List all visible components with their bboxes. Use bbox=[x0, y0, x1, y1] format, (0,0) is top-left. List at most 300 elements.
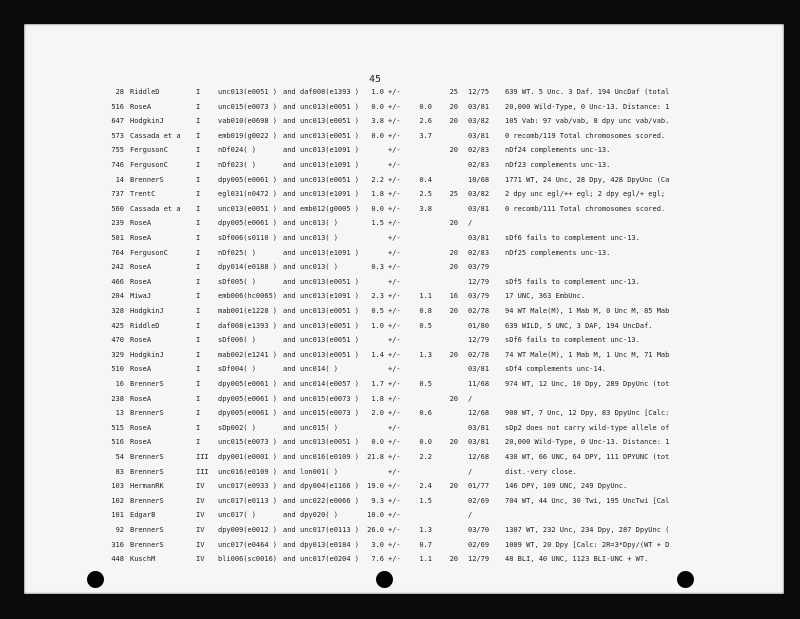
cell-n: 20 bbox=[449, 249, 458, 257]
cell-and: and bbox=[283, 497, 296, 505]
cell-err: 1.1 bbox=[419, 555, 432, 563]
table-row bbox=[0, 231, 800, 245]
cell-gene2: daf008(e1393 ) bbox=[300, 88, 360, 96]
cell-num: 28 bbox=[115, 88, 124, 96]
cell-err: 1.1 bbox=[419, 292, 432, 300]
cell-name: BrennerS bbox=[130, 468, 164, 476]
cell-val: 1.0 bbox=[371, 322, 384, 330]
cell-chr: I bbox=[196, 409, 201, 417]
cell-gene2: unc022(e0066 ) bbox=[300, 497, 360, 505]
cell-num: 573 bbox=[111, 132, 124, 140]
cell-val: 1.8 bbox=[371, 190, 384, 198]
cell-gene2: unc013(e0051 ) bbox=[300, 176, 360, 184]
cell-chr: I bbox=[196, 365, 201, 373]
cell-gene1: daf008(e1393 ) bbox=[218, 322, 278, 330]
cell-and: and bbox=[283, 161, 296, 169]
cell-and: and bbox=[283, 511, 296, 519]
cell-name: FergusonC bbox=[130, 249, 168, 257]
cell-date: 12/68 bbox=[468, 409, 490, 417]
cell-chr: I bbox=[196, 307, 201, 315]
cell-chr: I bbox=[196, 88, 201, 96]
cell-chr: I bbox=[196, 132, 201, 140]
cell-gene2: unc013(e1091 ) bbox=[300, 190, 360, 198]
cell-gene1: emb006(hc0065) bbox=[218, 292, 278, 300]
cell-chr: I bbox=[196, 103, 201, 111]
cell-gene1: nDf025( ) bbox=[218, 249, 256, 257]
cell-and: and bbox=[283, 424, 296, 432]
cell-note: 0 recomb/111 Total chromosomes scored. bbox=[505, 205, 666, 213]
table-row bbox=[0, 552, 800, 566]
cell-note: sDf5 fails to complement unc-13. bbox=[505, 278, 640, 286]
cell-note: 704 WT, 44 Unc, 30 Twi, 195 UncTwi [Cal bbox=[505, 497, 670, 505]
cell-num: 239 bbox=[111, 219, 124, 227]
cell-pm: +/- bbox=[388, 380, 401, 388]
cell-name: RoseA bbox=[130, 103, 152, 111]
cell-note: 94 WT Male(M), 1 Mab M, 0 Unc M, 85 Mab bbox=[505, 307, 670, 315]
cell-chr: I bbox=[196, 205, 201, 213]
cell-date: 03/81 bbox=[468, 438, 490, 446]
cell-val: 26.0 bbox=[367, 526, 384, 534]
cell-date: 12/75 bbox=[468, 88, 490, 96]
cell-and: and bbox=[283, 351, 296, 359]
cell-gene2: unc013( ) bbox=[300, 263, 338, 271]
cell-date: / bbox=[468, 468, 473, 476]
table-row bbox=[0, 304, 800, 318]
cell-chr: I bbox=[196, 380, 201, 388]
cell-pm: +/- bbox=[388, 497, 401, 505]
cell-pm: +/- bbox=[388, 511, 401, 519]
cell-n: 20 bbox=[449, 117, 458, 125]
cell-val: 0.0 bbox=[371, 132, 384, 140]
cell-gene1: unc015(e0073 ) bbox=[218, 103, 278, 111]
cell-val: 0.0 bbox=[371, 205, 384, 213]
cell-chr: IV bbox=[196, 541, 205, 549]
cell-gene2: unc013(e0051 ) bbox=[300, 278, 360, 286]
cell-num: 647 bbox=[111, 117, 124, 125]
table-row bbox=[0, 392, 800, 406]
cell-note: nDf23 complements unc-13. bbox=[505, 161, 611, 169]
table-row bbox=[0, 523, 800, 537]
cell-val: 1.4 bbox=[371, 351, 384, 359]
table-row bbox=[0, 202, 800, 216]
cell-pm: +/- bbox=[388, 336, 401, 344]
cell-name: RoseA bbox=[130, 278, 152, 286]
cell-and: and bbox=[283, 132, 296, 140]
cell-date: 03/82 bbox=[468, 190, 490, 198]
cell-pm: +/- bbox=[388, 88, 401, 96]
cell-note: 74 WT Male(M), 1 Mab M, 1 Unc M, 71 Mab bbox=[505, 351, 670, 359]
cell-n: 20 bbox=[449, 219, 458, 227]
table-row bbox=[0, 187, 800, 201]
cell-n: 20 bbox=[449, 351, 458, 359]
table-row bbox=[0, 348, 800, 362]
cell-val: 0.3 bbox=[371, 263, 384, 271]
cell-gene1: nDf024( ) bbox=[218, 146, 256, 154]
cell-num: 102 bbox=[111, 497, 124, 505]
cell-gene1: sDp002( ) bbox=[218, 424, 256, 432]
cell-err: 0.6 bbox=[419, 409, 432, 417]
cell-chr: I bbox=[196, 424, 201, 432]
table-row bbox=[0, 508, 800, 522]
cell-val: 0.0 bbox=[371, 103, 384, 111]
cell-date: 03/81 bbox=[468, 103, 490, 111]
cell-n: 20 bbox=[449, 103, 458, 111]
table-row bbox=[0, 143, 800, 157]
cell-chr: I bbox=[196, 322, 201, 330]
cell-and: and bbox=[283, 292, 296, 300]
cell-val: 0.0 bbox=[371, 438, 384, 446]
cell-pm: +/- bbox=[388, 176, 401, 184]
cell-note: 105 Vab: 97 vab/vab, 8 dpy unc vab/vab. bbox=[505, 117, 670, 125]
cell-gene2: unc016(e0109 ) bbox=[300, 453, 360, 461]
cell-date: 02/83 bbox=[468, 249, 490, 257]
cell-num: 764 bbox=[111, 249, 124, 257]
cell-and: and bbox=[283, 263, 296, 271]
cell-name: RoseA bbox=[130, 263, 152, 271]
cell-chr: I bbox=[196, 336, 201, 344]
cell-and: and bbox=[283, 365, 296, 373]
cell-gene2: dpy020( ) bbox=[300, 511, 338, 519]
cell-gene2: dpy013(e0184 ) bbox=[300, 541, 360, 549]
cell-gene1: dpy005(e0061 ) bbox=[218, 395, 278, 403]
cell-gene1: sDf004( ) bbox=[218, 365, 256, 373]
table-row bbox=[0, 319, 800, 333]
cell-num: 510 bbox=[111, 365, 124, 373]
binder-hole-left bbox=[87, 571, 104, 588]
cell-num: 560 bbox=[111, 205, 124, 213]
cell-err: 2.5 bbox=[419, 190, 432, 198]
cell-pm: +/- bbox=[388, 424, 401, 432]
binder-hole-right bbox=[677, 571, 694, 588]
cell-gene1: egl031(n0472 ) bbox=[218, 190, 278, 198]
cell-note: 2 dpy unc egl/++ egl; 2 dpy egl/+ egl; bbox=[505, 190, 666, 198]
cell-num: 14 bbox=[115, 176, 124, 184]
cell-and: and bbox=[283, 409, 296, 417]
cell-val: 7.6 bbox=[371, 555, 384, 563]
cell-gene1: dpy009(e0012 ) bbox=[218, 526, 278, 534]
cell-name: HodgkinJ bbox=[130, 117, 164, 125]
cell-note: 48 BLI, 40 UNC, 1123 BLI-UNC + WT. bbox=[505, 555, 649, 563]
table-row bbox=[0, 435, 800, 449]
cell-gene2: lon001( ) bbox=[300, 468, 338, 476]
cell-pm: +/- bbox=[388, 292, 401, 300]
cell-and: and bbox=[283, 88, 296, 96]
cell-name: HodgkinJ bbox=[130, 307, 164, 315]
cell-n: 20 bbox=[449, 307, 458, 315]
cell-gene1: vab010(e0698 ) bbox=[218, 117, 278, 125]
cell-gene1: sDf006( ) bbox=[218, 336, 256, 344]
cell-name: RiddleD bbox=[130, 88, 160, 96]
cell-n: 20 bbox=[449, 555, 458, 563]
cell-gene2: unc014(e0057 ) bbox=[300, 380, 360, 388]
cell-num: 83 bbox=[115, 468, 124, 476]
cell-name: BrennerS bbox=[130, 497, 164, 505]
cell-val: 1.5 bbox=[371, 219, 384, 227]
cell-chr: I bbox=[196, 190, 201, 198]
cell-date: 02/83 bbox=[468, 146, 490, 154]
cell-note: nDf24 complements unc-13. bbox=[505, 146, 611, 154]
cell-num: 516 bbox=[111, 103, 124, 111]
cell-and: and bbox=[283, 438, 296, 446]
cell-note: 17 UNC, 363 EmbUnc. bbox=[505, 292, 586, 300]
table-row bbox=[0, 479, 800, 493]
cell-gene2: unc013( ) bbox=[300, 234, 338, 242]
cell-name: RoseA bbox=[130, 365, 152, 373]
cell-date: 12/79 bbox=[468, 555, 490, 563]
cell-pm: +/- bbox=[388, 365, 401, 373]
cell-gene1: dpy005(e0061 ) bbox=[218, 176, 278, 184]
cell-val: 19.0 bbox=[367, 482, 384, 490]
cell-gene2: unc013(e0051 ) bbox=[300, 103, 360, 111]
cell-note: 20,000 Wild-Type, 0 Unc-13. Distance: 1 bbox=[505, 438, 670, 446]
cell-note: 974 WT, 12 Unc, 10 Dpy, 289 DpyUnc (tot bbox=[505, 380, 670, 388]
cell-name: BrennerS bbox=[130, 176, 164, 184]
cell-and: and bbox=[283, 555, 296, 563]
cell-gene2: unc015( ) bbox=[300, 424, 338, 432]
cell-pm: +/- bbox=[388, 307, 401, 315]
cell-date: 11/68 bbox=[468, 380, 490, 388]
cell-name: BrennerS bbox=[130, 526, 164, 534]
cell-gene1: unc015(e0073 ) bbox=[218, 438, 278, 446]
cell-note: 1307 WT, 232 Unc, 234 Dpy, 287 DpyUnc ( bbox=[505, 526, 670, 534]
cell-name: Cassada et a bbox=[130, 205, 181, 213]
cell-gene2: emb012(g0005 ) bbox=[300, 205, 360, 213]
cell-num: 466 bbox=[111, 278, 124, 286]
cell-and: and bbox=[283, 278, 296, 286]
cell-gene1: unc013(e0051 ) bbox=[218, 88, 278, 96]
cell-gene1: dpy005(e0061 ) bbox=[218, 219, 278, 227]
cell-note: 146 DPY, 109 UNC, 249 DpyUnc. bbox=[505, 482, 628, 490]
cell-chr: I bbox=[196, 249, 201, 257]
cell-num: 501 bbox=[111, 234, 124, 242]
cell-note: sDf6 fails to complement unc-13. bbox=[505, 336, 640, 344]
cell-gene1: mab001(e1228 ) bbox=[218, 307, 278, 315]
cell-gene1: mab002(e1241 ) bbox=[218, 351, 278, 359]
cell-n: 20 bbox=[449, 438, 458, 446]
cell-gene2: unc015(e0073 ) bbox=[300, 409, 360, 417]
cell-note: sDp2 does not carry wild-type allele of bbox=[505, 424, 670, 432]
cell-date: 03/79 bbox=[468, 292, 490, 300]
table-row bbox=[0, 85, 800, 99]
cell-name: HodgkinJ bbox=[130, 351, 164, 359]
cell-and: and bbox=[283, 482, 296, 490]
cell-note: dist.-very close. bbox=[505, 468, 577, 476]
table-row bbox=[0, 129, 800, 143]
cell-val: 2.2 bbox=[371, 176, 384, 184]
cell-date: 03/82 bbox=[468, 117, 490, 125]
cell-num: 470 bbox=[111, 336, 124, 344]
cell-date: 01/77 bbox=[468, 482, 490, 490]
cell-name: RoseA bbox=[130, 395, 152, 403]
cell-pm: +/- bbox=[388, 468, 401, 476]
cell-chr: III bbox=[196, 453, 209, 461]
cell-name: FergusonC bbox=[130, 146, 168, 154]
cell-num: 242 bbox=[111, 263, 124, 271]
cell-val: 9.3 bbox=[371, 497, 384, 505]
table-row bbox=[0, 494, 800, 508]
cell-pm: +/- bbox=[388, 395, 401, 403]
cell-pm: +/- bbox=[388, 205, 401, 213]
cell-date: 03/81 bbox=[468, 365, 490, 373]
cell-val: 3.0 bbox=[371, 541, 384, 549]
cell-note: 1009 WT, 20 Dpy [Calc: 2R=3*Dpy/(WT + D bbox=[505, 541, 670, 549]
cell-chr: I bbox=[196, 292, 201, 300]
cell-pm: +/- bbox=[388, 161, 401, 169]
cell-date: 12/68 bbox=[468, 453, 490, 461]
table-row bbox=[0, 289, 800, 303]
cell-pm: +/- bbox=[388, 278, 401, 286]
cell-name: EdgarB bbox=[130, 511, 156, 519]
cell-date: 03/79 bbox=[468, 263, 490, 271]
cell-pm: +/- bbox=[388, 103, 401, 111]
cell-pm: +/- bbox=[388, 146, 401, 154]
table-row bbox=[0, 275, 800, 289]
cell-and: and bbox=[283, 117, 296, 125]
cell-gene1: unc016(e0109 ) bbox=[218, 468, 278, 476]
cell-date: 03/70 bbox=[468, 526, 490, 534]
cell-gene2: unc013( ) bbox=[300, 219, 338, 227]
cell-num: 329 bbox=[111, 351, 124, 359]
cell-name: TrentC bbox=[130, 190, 156, 198]
cell-date: 12/79 bbox=[468, 336, 490, 344]
table-row bbox=[0, 333, 800, 347]
cell-date: 10/68 bbox=[468, 176, 490, 184]
cell-gene2: unc013(e0051 ) bbox=[300, 322, 360, 330]
table-row bbox=[0, 173, 800, 187]
cell-err: 3.7 bbox=[419, 132, 432, 140]
cell-num: 515 bbox=[111, 424, 124, 432]
cell-gene1: unc017(e0113 ) bbox=[218, 497, 278, 505]
cell-pm: +/- bbox=[388, 263, 401, 271]
cell-date: 02/69 bbox=[468, 497, 490, 505]
cell-chr: III bbox=[196, 468, 209, 476]
cell-err: 0.7 bbox=[419, 541, 432, 549]
cell-name: HermanRK bbox=[130, 482, 164, 490]
table-row bbox=[0, 246, 800, 260]
cell-name: MiwaJ bbox=[130, 292, 152, 300]
cell-and: and bbox=[283, 307, 296, 315]
cell-and: and bbox=[283, 219, 296, 227]
cell-val: 2.3 bbox=[371, 292, 384, 300]
cell-err: 3.8 bbox=[419, 205, 432, 213]
cell-chr: I bbox=[196, 146, 201, 154]
cell-date: / bbox=[468, 219, 473, 227]
cell-err: 0.5 bbox=[419, 322, 432, 330]
cell-name: RoseA bbox=[130, 219, 152, 227]
cell-note: 900 WT, 7 Unc, 12 Dpy, 83 DpyUnc [Calc: bbox=[505, 409, 670, 417]
cell-pm: +/- bbox=[388, 234, 401, 242]
cell-gene2: dpy004(e1166 ) bbox=[300, 482, 360, 490]
cell-err: 2.2 bbox=[419, 453, 432, 461]
cell-err: 0.0 bbox=[419, 438, 432, 446]
cell-val: 3.8 bbox=[371, 117, 384, 125]
cell-and: and bbox=[283, 190, 296, 198]
cell-num: 13 bbox=[115, 409, 124, 417]
cell-date: / bbox=[468, 395, 473, 403]
cell-chr: I bbox=[196, 176, 201, 184]
cell-note: 0 recomb/119 Total chromosomes scored. bbox=[505, 132, 666, 140]
cell-n: 20 bbox=[449, 263, 458, 271]
cell-date: 03/81 bbox=[468, 424, 490, 432]
cell-note: 639 WILD, 5 UNC, 3 DAF, 194 UncDaf. bbox=[505, 322, 653, 330]
cell-name: RoseA bbox=[130, 234, 152, 242]
cell-num: 746 bbox=[111, 161, 124, 169]
table-row bbox=[0, 260, 800, 274]
cell-chr: I bbox=[196, 263, 201, 271]
cell-note: sDf6 fails to complement unc-13. bbox=[505, 234, 640, 242]
cell-chr: IV bbox=[196, 482, 205, 490]
cell-chr: I bbox=[196, 395, 201, 403]
cell-and: and bbox=[283, 453, 296, 461]
cell-note: 1771 WT, 24 Unc, 28 Dpy, 428 DpyUnc (Ca bbox=[505, 176, 670, 184]
cell-name: BrennerS bbox=[130, 541, 164, 549]
cell-date: 02/83 bbox=[468, 161, 490, 169]
cell-num: 755 bbox=[111, 146, 124, 154]
cell-note: 20,000 Wild-Type, 0 Unc-13. Distance: 1 bbox=[505, 103, 670, 111]
cell-num: 54 bbox=[115, 453, 124, 461]
cell-gene1: unc017(e0464 ) bbox=[218, 541, 278, 549]
cell-err: 0.5 bbox=[419, 380, 432, 388]
cell-gene1: nDf023( ) bbox=[218, 161, 256, 169]
cell-gene1: bli006(sc0016) bbox=[218, 555, 278, 563]
cell-and: and bbox=[283, 526, 296, 534]
cell-and: and bbox=[283, 468, 296, 476]
cell-num: 238 bbox=[111, 395, 124, 403]
cell-err: 0.0 bbox=[419, 103, 432, 111]
cell-gene1: unc013(e0051 ) bbox=[218, 205, 278, 213]
cell-gene1: emb019(g0022 ) bbox=[218, 132, 278, 140]
cell-err: 0.8 bbox=[419, 307, 432, 315]
cell-gene2: unc013(e0051 ) bbox=[300, 336, 360, 344]
table-row bbox=[0, 158, 800, 172]
cell-num: 204 bbox=[111, 292, 124, 300]
cell-num: 101 bbox=[111, 511, 124, 519]
table-row bbox=[0, 465, 800, 479]
cell-and: and bbox=[283, 234, 296, 242]
cell-and: and bbox=[283, 541, 296, 549]
cell-gene2: unc013(e1091 ) bbox=[300, 146, 360, 154]
cell-gene2: unc013(e0051 ) bbox=[300, 117, 360, 125]
cell-and: and bbox=[283, 103, 296, 111]
cell-chr: I bbox=[196, 351, 201, 359]
cell-pm: +/- bbox=[388, 249, 401, 257]
cell-chr: IV bbox=[196, 497, 205, 505]
cell-and: and bbox=[283, 322, 296, 330]
cell-chr: I bbox=[196, 219, 201, 227]
cell-note: 639 WT. 5 Unc. 3 Daf. 194 UncDaf (total bbox=[505, 88, 670, 96]
cell-val: 2.0 bbox=[371, 409, 384, 417]
cell-err: 0.4 bbox=[419, 176, 432, 184]
cell-date: 01/80 bbox=[468, 322, 490, 330]
cell-name: RoseA bbox=[130, 438, 152, 446]
cell-n: 25 bbox=[449, 88, 458, 96]
cell-date: 02/78 bbox=[468, 307, 490, 315]
table-row bbox=[0, 114, 800, 128]
cell-pm: +/- bbox=[388, 351, 401, 359]
cell-chr: IV bbox=[196, 511, 205, 519]
table-row bbox=[0, 216, 800, 230]
cell-name: Cassada et a bbox=[130, 132, 181, 140]
cell-name: RoseA bbox=[130, 424, 152, 432]
cell-name: RoseA bbox=[130, 336, 152, 344]
table-row bbox=[0, 538, 800, 552]
cell-name: FergusonC bbox=[130, 161, 168, 169]
cell-gene1: dpy001(e0001 ) bbox=[218, 453, 278, 461]
cell-chr: I bbox=[196, 161, 201, 169]
cell-gene1: sDf006(s0110 ) bbox=[218, 234, 278, 242]
cell-and: and bbox=[283, 146, 296, 154]
cell-pm: +/- bbox=[388, 438, 401, 446]
